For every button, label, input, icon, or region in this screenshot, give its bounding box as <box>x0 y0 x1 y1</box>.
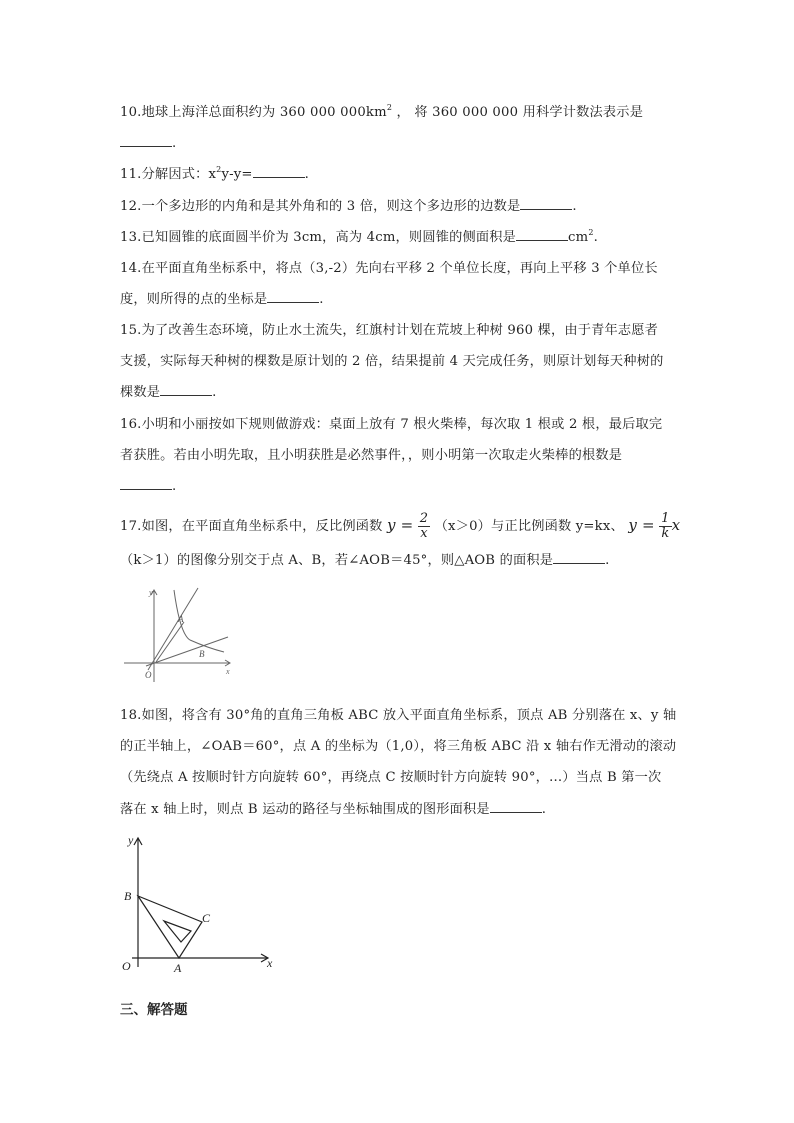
q10-text2: ， 将 360 000 000 用科学计数法表示是 <box>396 105 644 120</box>
answer-blank[interactable] <box>520 197 572 210</box>
q14-line2-text: 度，则所得的点的坐标是 <box>120 292 268 307</box>
frac2-den: k <box>661 526 670 541</box>
question-18-line3: （先绕点 A 按顺时针方向旋转 60°，再绕点 C 按顺时针方向旋转 90°，…）当点 B 第一次 <box>120 770 662 785</box>
q10-exp: 2 <box>386 103 393 112</box>
fig18-point-a: A <box>174 961 182 975</box>
q11-mid: y-y= <box>221 167 253 182</box>
figure-17-graph <box>118 582 238 687</box>
triangle-inner <box>164 921 191 942</box>
q10-end: . <box>172 136 177 151</box>
question-18-line2: 的正半轴上，∠OAB＝60°，点 A 的坐标为（1,0），将三角板 ABC 沿 x 轴右作无滑动的滚动 <box>120 739 677 754</box>
figure-18-triangle <box>118 832 283 977</box>
q12-text: 12.一个多边形的内角和是其外角和的 3 倍，则这个多边形的边数是 <box>120 199 521 214</box>
answer-blank[interactable] <box>516 228 568 241</box>
fig17-y-label: y <box>149 588 153 597</box>
q17-end: . <box>605 553 610 568</box>
fig17-x-label: x <box>226 667 230 676</box>
question-17-line2 <box>120 551 610 571</box>
q18-end: . <box>541 802 547 817</box>
answer-blank[interactable] <box>120 477 172 490</box>
fraction-2-over-x <box>418 512 430 541</box>
answer-blank[interactable] <box>490 800 542 813</box>
answer-blank[interactable] <box>253 165 305 178</box>
answer-blank[interactable] <box>160 383 212 396</box>
question-13 <box>120 228 598 248</box>
question-15-line3 <box>120 383 217 403</box>
question-16-blank <box>120 477 176 497</box>
q12-end: . <box>572 199 577 214</box>
q13-text: 13.已知圆锥的底面圆半价为 3cm，高为 4cm，则圆锥的侧面积是 <box>120 230 517 245</box>
question-16-line2: 者获胜。若由小明先取，且小明获胜是必然事件，，则小明第一次取走火柴棒的根数是 <box>120 448 623 463</box>
q18-line4-text: 落在 x 轴上时，则点 B 运动的路径与坐标轴围成的图形面积是 <box>120 802 490 817</box>
q13-exp: 2 <box>588 228 594 237</box>
q17-x2: x <box>671 516 681 534</box>
question-14-line2 <box>120 290 324 310</box>
fig17-point-b: B <box>199 649 205 659</box>
fig17-point-a: A <box>178 614 184 624</box>
q10-text: 10.地球上海洋总面积约为 360 000 000km <box>120 105 387 120</box>
segment-ab <box>156 622 184 662</box>
q13-unit: cm <box>568 230 589 245</box>
question-12 <box>120 197 577 217</box>
q11-end: . <box>304 167 310 182</box>
line-y-x-over-k <box>146 637 228 666</box>
q17-y2: y = <box>628 516 655 534</box>
q16-end: . <box>172 479 177 494</box>
fig18-x-label: x <box>267 956 273 970</box>
line-y-kx <box>148 588 198 670</box>
question-11 <box>120 165 309 185</box>
q11-pre: 11.分解因式：x <box>120 167 217 182</box>
answer-blank[interactable] <box>120 134 172 147</box>
q11-exp: 2 <box>216 165 222 174</box>
question-14-line1: 14.在平面直角坐标系中，将点（3,-2）先向右平移 2 个单位长度，再向上平移 3 个单位长 <box>120 261 658 276</box>
q13-end: . <box>593 230 599 245</box>
section-heading: 三、解答题 <box>120 1002 188 1018</box>
question-17-line1 <box>120 510 680 542</box>
q17-cond: （x＞0）与正比例函数 y=kx、 <box>434 519 624 534</box>
fig18-y-label: y <box>128 833 134 847</box>
fig17-origin: O <box>145 670 152 680</box>
fig18-point-b: B <box>124 889 132 903</box>
question-18-line4 <box>120 800 546 820</box>
fig18-origin: O <box>122 959 131 973</box>
frac2-num: 1 <box>661 511 670 526</box>
frac1-den: x <box>420 526 428 541</box>
question-18-line1: 18.如图，将含有 30°角的直角三角板 ABC 放入平面直角坐标系，顶点 AB 分别落在 x、y 轴 <box>120 708 677 723</box>
question-15-line1: 15.为了改善生态环境，防止水土流失，红旗村计划在荒坡上种树 960 棵，由于青年志愿者 <box>120 323 659 338</box>
question-15-line2: 支援，实际每天种树的棵数是原计划的 2 倍，结果提前 4 天完成任务，则原计划每天种树的 <box>120 354 664 369</box>
q17-line2-text: （k＞1）的图像分别交于点 A、B，若∠AOB＝45°，则△AOB 的面积是 <box>120 553 554 568</box>
answer-blank[interactable] <box>267 290 319 303</box>
frac1-num: 2 <box>419 511 429 526</box>
q15-end: . <box>212 385 217 400</box>
question-10 <box>120 103 643 123</box>
triangle-abc <box>138 896 202 958</box>
q14-end: . <box>319 292 324 307</box>
fraction-1-over-k <box>659 512 671 541</box>
q15-line3-text: 棵数是 <box>120 385 161 400</box>
question-16-line1: 16.小明和小丽按如下规则做游戏：桌面上放有 7 根火柴棒，每次取 1 根或 2 根，最后取完 <box>120 417 663 432</box>
question-10-blank <box>120 134 176 154</box>
q17-pre: 17.如图，在平面直角坐标系中，反比例函数 <box>120 519 383 534</box>
fig18-point-c: C <box>202 911 211 925</box>
q17-y1: y = <box>386 516 414 534</box>
answer-blank[interactable] <box>553 551 605 564</box>
